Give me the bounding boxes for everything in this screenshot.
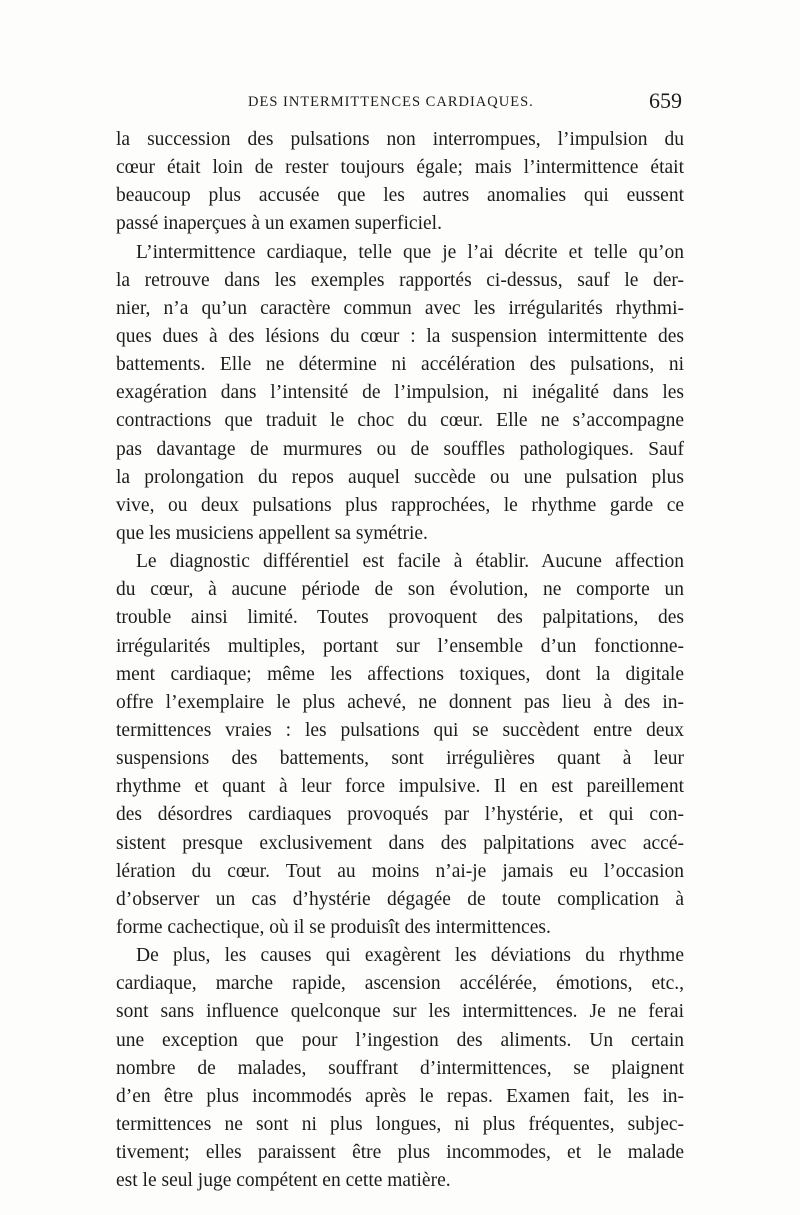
text-line: d’observer un cas d’hystérie dégagée de toute complication à (116, 888, 684, 910)
text-line: est le seul juge compétent en cette matière. (116, 1170, 451, 1192)
running-head: DES INTERMITTENCES CARDIAQUES. (248, 94, 534, 110)
text-line: termittences ne sont ni plus longues, ni plus fréquentes, subjec- (116, 1113, 684, 1135)
text-line: forme cachectique, où il se produisît des intermittences. (116, 916, 551, 938)
paragraph-first-line: Le diagnostic différentiel est facile à établir. Aucune affection (136, 551, 684, 573)
text-line: ment cardiaque; même les affections toxiques, dont la digitale (116, 663, 684, 685)
text-line: cœur était loin de rester toujours égale; mais l’intermittence était (116, 157, 684, 179)
text-line: cardiaque, marche rapide, ascension accélérée, émotions, etc., (116, 973, 684, 995)
text-line: du cœur, à aucune période de son évolution, ne comporte un (116, 579, 684, 601)
text-line: contractions que traduit le choc du cœur. Elle ne s’accompagne (116, 410, 684, 432)
paragraph-first-line: De plus, les causes qui exagèrent les déviations du rhythme (136, 945, 684, 967)
text-line: sistent presque exclusivement dans des palpitations avec accé- (116, 832, 684, 854)
text-line: battements. Elle ne détermine ni accélération des pulsations, ni (116, 354, 684, 376)
text-line: offre l’exemplaire le plus achevé, ne donnent pas lieu à des in- (116, 691, 684, 713)
text-line: que les musiciens appellent sa symétrie. (116, 522, 428, 544)
text-line: nombre de malades, souffrant d’intermittences, se plaignent (116, 1057, 684, 1079)
text-line: vive, ou deux pulsations plus rapprochées, le rhythme garde ce (116, 494, 684, 516)
text-line: une exception que pour l’ingestion des aliments. Un certain (116, 1029, 684, 1051)
text-line: passé inaperçues à un examen superficiel. (116, 213, 442, 235)
body-text (116, 126, 684, 1195)
text-line: tivement; elles paraissent être plus incommodes, et le malade (116, 1142, 684, 1164)
text-line: suspensions des battements, sont irrégulières quant à leur (116, 748, 684, 770)
text-line: termittences vraies : les pulsations qui se succèdent entre deux (116, 719, 684, 741)
page-header (118, 88, 684, 118)
paragraph-first-line: L’intermittence cardiaque, telle que je l’ai décrite et telle qu’on (136, 241, 684, 263)
text-line: ques dues à des lésions du cœur : la suspension intermittente des (116, 325, 684, 347)
text-line: irrégularités multiples, portant sur l’ensemble d’un fonctionne- (116, 635, 684, 657)
text-line: des désordres cardiaques provoqués par l’hystérie, et qui con- (116, 804, 684, 826)
text-line: sont sans influence quelconque sur les intermittences. Je ne ferai (116, 1001, 684, 1023)
text-line: lération du cœur. Tout au moins n’ai-je jamais eu l’occasion (116, 860, 684, 882)
text-line: beaucoup plus accusée que les autres anomalies qui eussent (116, 185, 684, 207)
text-line: nier, n’a qu’un caractère commun avec les irrégularités rhythmi- (116, 297, 684, 319)
text-line: trouble ainsi limité. Toutes provoquent des palpitations, des (116, 607, 684, 629)
text-line: rhythme et quant à leur force impulsive. Il en est pareillement (116, 776, 684, 798)
text-line: la succession des pulsations non interrompues, l’impulsion du (116, 129, 684, 150)
text-line: d’en être plus incommodés après le repas. Examen fait, les in- (116, 1085, 684, 1107)
text-line: la prolongation du repos auquel succède ou une pulsation plus (116, 466, 684, 488)
text-line: la retrouve dans les exemples rapportés ci-dessus, sauf le der- (116, 269, 684, 291)
text-line: pas davantage de murmures ou de souffles pathologiques. Sauf (116, 438, 684, 460)
text-line: exagération dans l’intensité de l’impulsion, ni inégalité dans les (116, 382, 684, 404)
page-number: 659 (649, 88, 682, 113)
